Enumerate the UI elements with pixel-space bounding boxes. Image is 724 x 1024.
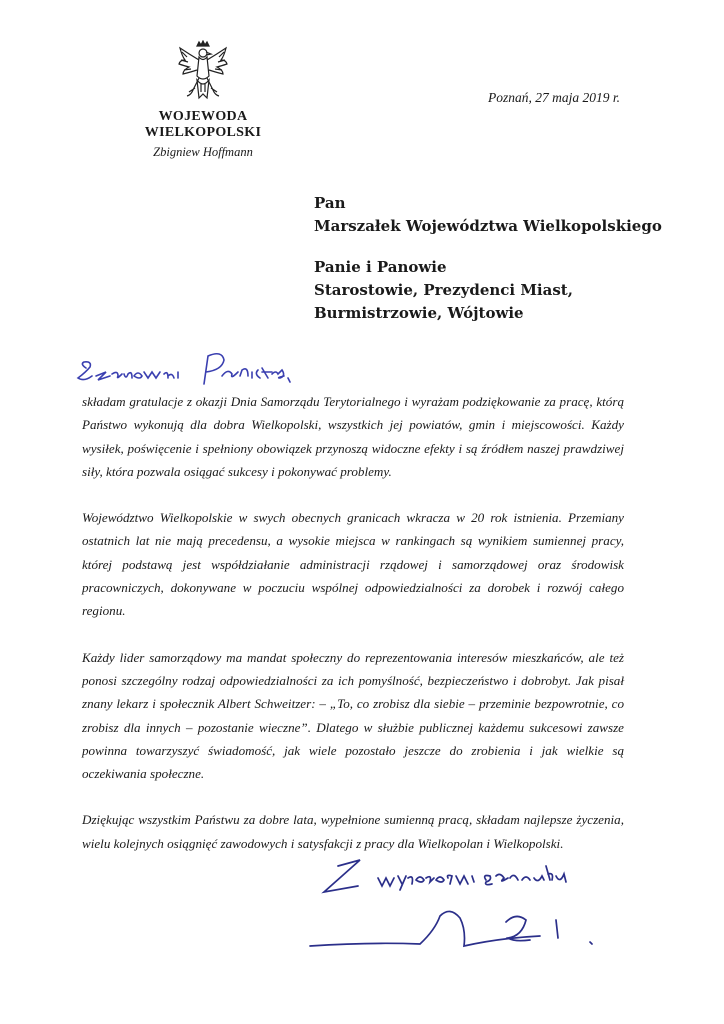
body-paragraph: składam gratulacje z okazji Dnia Samorządu Terytorialnego i wyrażam podziękowanie za pracę, którą Państwo wykonują dla dobra Wielkopolski, wszystkich jej powiatów, gmin i miejscowości. Każdy wysiłek, poświęcenie i spełniony obowiązek przynoszą widoczne efekty i są źródłem naszej prawdziwej siły, która pozwala osiągać sukcesy i pokonywać problemy. xyxy=(82,394,624,479)
polish-eagle-emblem-icon xyxy=(177,40,229,104)
addressee-line: Marszałek Województwa Wielkopolskiego xyxy=(314,217,662,235)
body-paragraph: Dziękując wszystkim Państwu za dobre lata, wypełnione sumienną pracą, składam najlepsze życzenia, wielu kolejnych osiągnięć zawodowych i satysfakcji z pracy dla Wielkopolan i Wielkopolski. xyxy=(82,812,624,851)
letter-date: Poznań, 27 maja 2019 r. xyxy=(487,90,620,105)
office-title: WOJEWODA WIELKOPOLSKI xyxy=(144,109,262,140)
signer-name: Zbigniew Hoffmann xyxy=(153,145,253,159)
addressee-line: Burmistrzowie, Wójtowie xyxy=(314,304,524,322)
addressee-line: Pan xyxy=(314,194,346,212)
addressee-line: Starostowie, Prezydenci Miast, xyxy=(314,281,573,299)
letter-body xyxy=(82,390,624,878)
handwritten-signature-icon xyxy=(300,850,600,960)
addressee-line: Panie i Panowie xyxy=(314,258,447,276)
body-paragraph: Województwo Wielkopolskie w swych obecnych granicach wkracza w 20 rok istnienia. Przemiany ostatnich lat nie mają precedensu, a wysokie miejsca w rankingach są wynikiem sumiennej pracy, której podstawą jest współdziałanie administracji rządowej i samorządowej oraz środowisk pracowniczych, dokonywane w poczuciu wspólnej odpowiedzialności za dorobek i rozwój całego regionu. xyxy=(82,510,624,619)
handwritten-salutation-icon xyxy=(72,350,302,390)
addressee-block xyxy=(314,192,662,325)
body-paragraph: Każdy lider samorządowy ma mandat społeczny do reprezentowania interesów mieszkańców, ale też ponosi szczególny rodzaj odpowiedzialności za ich pomyślność, bezpieczeństwo i dobrobyt. Jak pisał znany lekarz i społecznik Albert Schweitzer: – „To, co zrobisz dla siebie – przeminie bezpowrotnie, co zrobisz dla innych – pozostanie wieczne”. Dlatego w służbie publicznej każdemu sukcesowi zawsze powinna towarzyszyć świadomość, jak wiele pozostało jeszcze do zrobienia i jak wielkie są oczekiwania społeczne. xyxy=(82,649,624,782)
